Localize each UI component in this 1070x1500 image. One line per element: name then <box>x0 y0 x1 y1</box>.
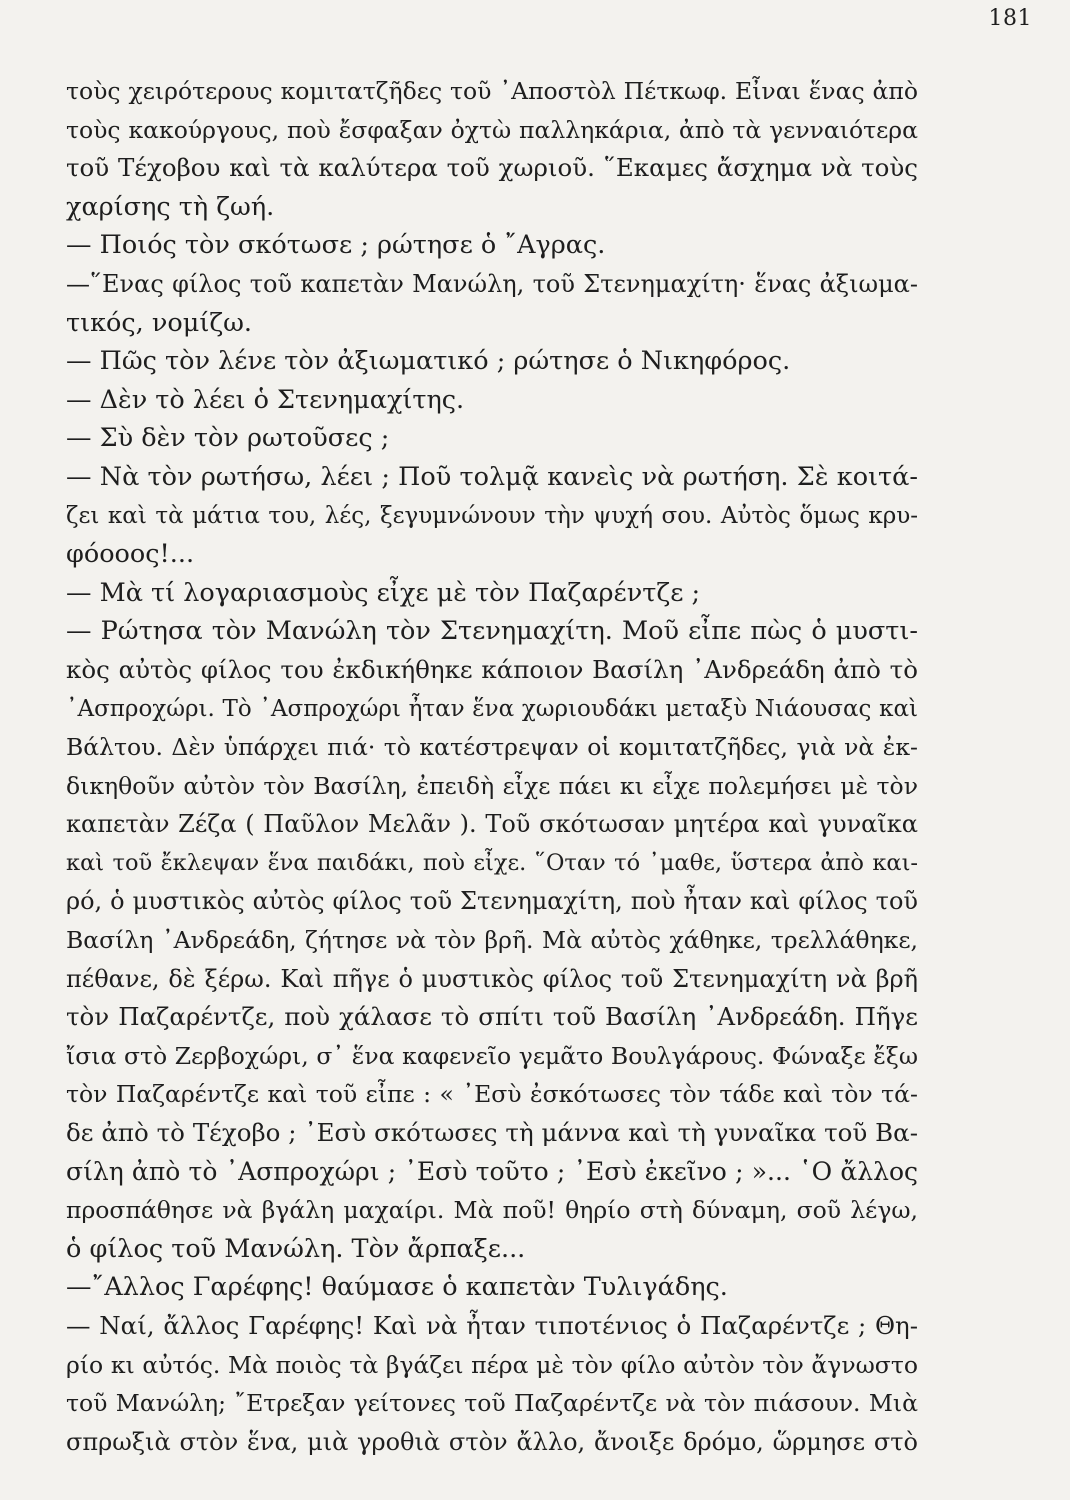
text-line: ᾽Ασπροχώρι. Τὸ ᾽Ασπροχώρι ἦταν ἕνα χωριουδάκι μεταξὺ Νιάουσας καὶ <box>66 695 918 722</box>
text-line: —῎Αλλος Γαρέφης! θαύμασε ὁ καπετὰν Τυλιγάδης. <box>66 1272 728 1303</box>
text-line: σίλη ἀπὸ τὸ ᾽Ασπροχώρι ; ᾽Εσὺ τοῦτο ; ᾽Εσὺ ἐκεῖνο ; »... ῾Ο ἄλλος <box>66 1156 918 1186</box>
text-line: χαρίσης τὴ ζωή. <box>66 191 275 222</box>
text-line: πέθανε, δὲ ξέρω. Καὶ πῆγε ὁ μυστικὸς φίλος τοῦ Στενημαχίτη νὰ βρῆ <box>66 964 918 993</box>
text-line: κὸς αὐτὸς φίλος του ἐκδικήθηκε κάποιον Βασίλη ᾽Ανδρεάδη ἀπὸ τὸ <box>66 654 918 684</box>
text-line: ρό, ὁ μυστικὸς αὐτὸς φίλος τοῦ Στενημαχίτη, ποὺ ἦταν καὶ φίλος τοῦ <box>66 887 918 916</box>
text-line: — Πῶς τὸν λένε τὸν ἀξιωματικό ; ρώτησε ὁ Νικηφόρος. <box>66 346 791 377</box>
text-line: ρίο κι αὐτός. Μὰ ποιὸς τὰ βγάζει πέρα μὲ τὸν φίλο αὐτὸν τὸν ἄγνωστο <box>66 1350 918 1379</box>
text-line: τὸν Παζαρέντζε καὶ τοῦ εἶπε : « ᾽Εσὺ ἐσκότωσες τὸν τάδε καὶ τὸν τά- <box>66 1080 918 1109</box>
text-line: τοῦ Τέχοβου καὶ τὰ καλύτερα τοῦ χωριοῦ. ῞Εκαμες ἄσχημα νὰ τοὺς <box>66 153 918 183</box>
text-line: — Δὲν τὸ λέει ὁ Στενημαχίτης. <box>66 384 465 415</box>
text-line: —῞Ενας φίλος τοῦ καπετὰν Μανώλη, τοῦ Στενημαχίτη· ἕνας ἀξιωμα- <box>66 269 918 298</box>
page-number: 181 <box>988 6 1032 31</box>
text-line: καὶ τοῦ ἔκλεψαν ἕνα παιδάκι, ποὺ εἶχε. ῞Οταν τό ᾽μαθε, ὕστερα ἀπὸ και- <box>66 849 918 876</box>
text-line: — Σὺ δὲν τὸν ρωτοῦσες ; <box>66 423 390 454</box>
text-line: σπρωξιὰ στὸν ἕνα, μιὰ γροθιὰ στὸν ἄλλο, ἄνοιξε δρόμο, ὥρμησε στὸ <box>66 1427 918 1456</box>
body-text <box>66 72 918 1461</box>
text-line: Βάλτου. Δὲν ὑπάρχει πιά· τὸ κατέστρεψαν οἱ κομιτατζῆδες, γιὰ νὰ ἐκ- <box>66 733 918 762</box>
text-line: δικηθοῦν αὐτὸν τὸν Βασίλη, ἐπειδὴ εἶχε πάει κι εἶχε πολεμήσει μὲ τὸν <box>66 771 918 800</box>
text-line: καπετὰν Ζέζα ( Παῦλον Μελᾶν ). Τοῦ σκότωσαν μητέρα καὶ γυναῖκα <box>66 810 918 839</box>
text-line: — Μὰ τί λογαριασμοὺς εἶχε μὲ τὸν Παζαρέντζε ; <box>66 577 701 608</box>
text-line: προσπάθησε νὰ βγάλη μαχαίρι. Μὰ ποῦ! θηρίο στὴ δύναμη, σοῦ λέγω, <box>66 1196 918 1225</box>
text-line: τοῦ Μανώλη; ῎Ετρεξαν γείτονες τοῦ Παζαρέντζε νὰ τὸν πιάσουν. Μιὰ <box>66 1389 918 1418</box>
text-line: ἴσια στὸ Ζερβοχώρι, σ᾽ ἕνα καφενεῖο γεμᾶτο Βουλγάρους. Φώναξε ἔξω <box>66 1041 918 1070</box>
text-line: — Νὰ τὸν ρωτήσω, λέει ; Ποῦ τολμᾷ κανεὶς νὰ ρωτήση. Σὲ κοιτά- <box>66 461 918 492</box>
text-line: — Ναί, ἄλλος Γαρέφης! Καὶ νὰ ἦταν τιποτένιος ὁ Παζαρέντζε ; Θη- <box>66 1311 918 1340</box>
text-line: τικός, νομίζω. <box>66 307 253 338</box>
text-line: τοὺς κακούργους, ποὺ ἔσφαξαν ὀχτὼ παλληκάρια, ἀπὸ τὰ γενναιότερα <box>66 115 918 144</box>
text-line: δε ἀπὸ τὸ Τέχοβο ; ᾽Εσὺ σκότωσες τὴ μάννα καὶ τὴ γυναῖκα τοῦ Βα- <box>66 1118 918 1148</box>
text-line: ζει καὶ τὰ μάτια του, λές, ξεγυμνώνουν τὴν ψυχή σου. Αὐτὸς ὅμως κρυ- <box>66 502 918 529</box>
text-line: Βασίλη ᾽Ανδρεάδη, ζήτησε νὰ τὸν βρῆ. Μὰ αὐτὸς χάθηκε, τρελλάθηκε, <box>66 926 918 955</box>
text-line: — Ποιός τὸν σκότωσε ; ρώτησε ὁ ῎Αγρας. <box>66 230 606 261</box>
text-line: — Ρώτησα τὸν Μανώλη τὸν Στενημαχίτη. Μοῦ εἶπε πὼς ὁ μυστι- <box>66 616 918 647</box>
text-line: ὁ φίλος τοῦ Μανώλη. Τὸν ἄρπαξε... <box>66 1233 526 1264</box>
text-line: τοὺς χειρότερους κομιτατζῆδες τοῦ ᾽Αποστὸλ Πέτκωφ. Εἶναι ἕνας ἀπὸ <box>66 77 918 105</box>
text-line: φόοοος!... <box>66 539 195 570</box>
text-line: τὸν Παζαρέντζε, ποὺ χάλασε τὸ σπίτι τοῦ Βασίλη ᾽Ανδρεάδη. Πῆγε <box>66 1002 918 1032</box>
